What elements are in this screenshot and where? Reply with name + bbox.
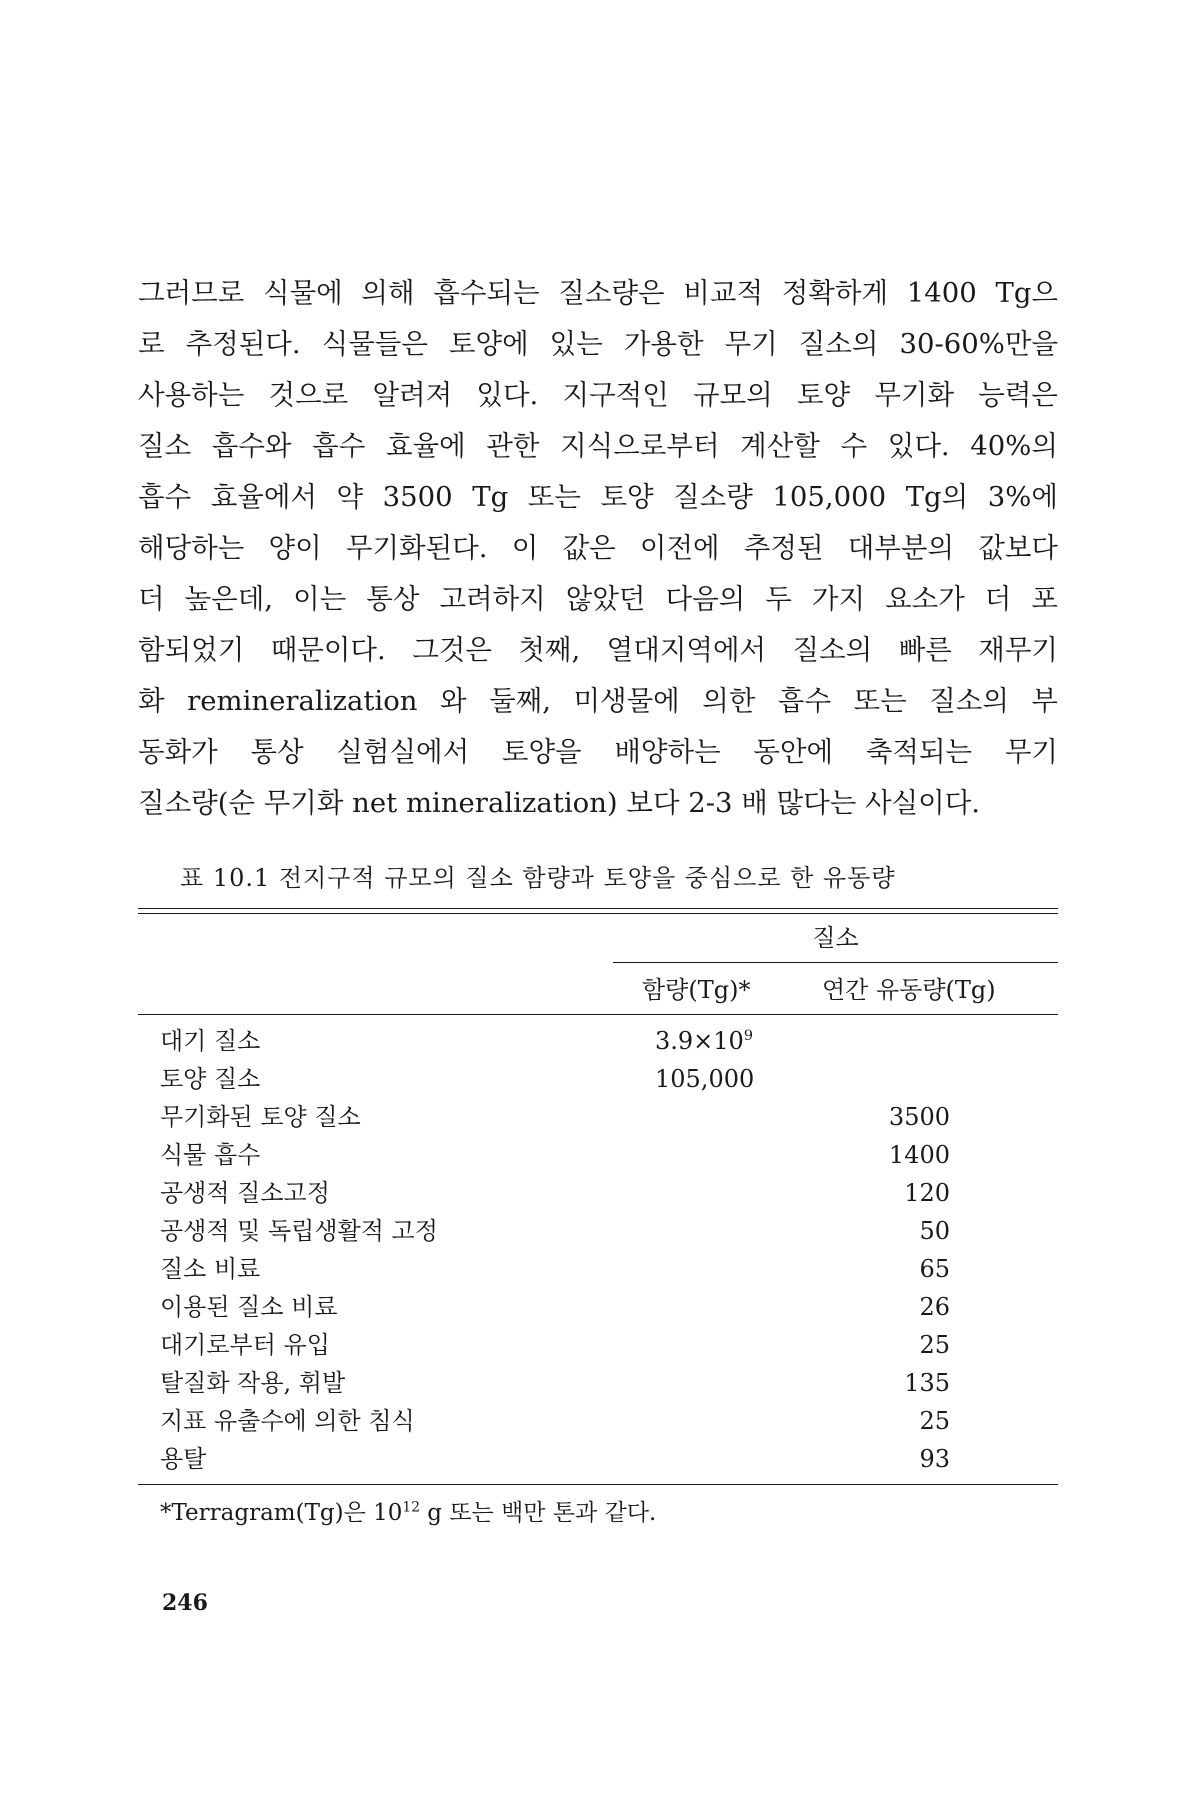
content-column-header: 함량(Tg)* xyxy=(642,976,751,1004)
row-flux-value: 93 xyxy=(919,1445,950,1473)
table-row xyxy=(0,1174,1200,1212)
table-footnote xyxy=(160,1494,656,1527)
row-flux-value: 3500 xyxy=(888,1103,950,1131)
table-row xyxy=(0,1440,1200,1478)
row-label: 공생적 및 독립생활적 고정 xyxy=(160,1217,438,1245)
paragraph-line: 화 remineralization 와 둘째, 미생물에 의한 흡수 또는 질소의 부 xyxy=(138,685,1058,717)
table-caption: 표 10.1 전지구적 규모의 질소 함량과 토양을 중심으로 한 유동량 xyxy=(180,864,896,892)
table-row xyxy=(0,1136,1200,1174)
content-base: 105,000 xyxy=(655,1065,755,1093)
row-label: 무기화된 토양 질소 xyxy=(160,1103,361,1131)
table-row xyxy=(0,1098,1200,1136)
paragraph-line: 질소량(순 무기화 net mineralization) 보다 2-3 배 많다는 사실이다. xyxy=(138,787,981,819)
row-label: 대기로부터 유입 xyxy=(160,1331,330,1359)
row-label: 지표 유출수에 의한 침식 xyxy=(160,1407,415,1435)
row-flux-value: 135 xyxy=(904,1369,950,1397)
row-flux-value: 1400 xyxy=(888,1141,950,1169)
table-row xyxy=(0,1022,1200,1060)
row-flux-value: 120 xyxy=(904,1179,950,1207)
footnote-prefix: *Terragram(Tg)은 10 xyxy=(160,1500,403,1526)
row-flux-value: 25 xyxy=(919,1407,950,1435)
table-row xyxy=(0,1250,1200,1288)
paragraph-line: 해당하는 양이 무기화된다. 이 값은 이전에 추정된 대부분의 값보다 xyxy=(138,532,1058,564)
paragraph-line: 더 높은데, 이는 통상 고려하지 않았던 다음의 두 가지 요소가 더 포 xyxy=(138,583,1058,615)
table-row xyxy=(0,1364,1200,1402)
table-row xyxy=(0,1288,1200,1326)
row-label: 질소 비료 xyxy=(160,1255,261,1283)
row-label: 용탈 xyxy=(160,1445,207,1473)
row-flux-value: 25 xyxy=(919,1331,950,1359)
row-flux-value: 50 xyxy=(919,1217,950,1245)
row-flux-value: 26 xyxy=(919,1293,950,1321)
paragraph-line: 질소 흡수와 흡수 효율에 관한 지식으로부터 계산할 수 있다. 40%의 xyxy=(138,430,1058,462)
paragraph-line: 흡수 효율에서 약 3500 Tg 또는 토양 질소량 105,000 Tg의 3%에 xyxy=(138,481,1058,513)
paragraph-line: 로 추정된다. 식물들은 토양에 있는 가용한 무기 질소의 30-60%만을 xyxy=(138,328,1058,360)
row-label: 탈질화 작용, 휘발 xyxy=(160,1369,346,1397)
row-label: 토양 질소 xyxy=(160,1065,261,1093)
row-label: 공생적 질소고정 xyxy=(160,1179,330,1207)
table-bottom-rule xyxy=(138,1484,1058,1485)
column-group-header: 질소 xyxy=(812,924,859,952)
table-row xyxy=(0,1060,1200,1098)
row-flux-value: 65 xyxy=(919,1255,950,1283)
paragraph-line: 동화가 통상 실험실에서 토양을 배양하는 동안에 축적되는 무기 xyxy=(138,736,1058,768)
row-content-value xyxy=(655,1060,754,1098)
row-label: 대기 질소 xyxy=(160,1027,261,1055)
row-label: 식물 흡수 xyxy=(160,1141,261,1169)
header-bottom-rule xyxy=(138,1014,1058,1015)
content-base: 3.9×10 xyxy=(655,1027,744,1055)
paragraph-line: 그러므로 식물에 의해 흡수되는 질소량은 비교적 정확하게 1400 Tg으 xyxy=(138,277,1058,309)
table-row xyxy=(0,1212,1200,1250)
group-header-underline xyxy=(613,962,1058,963)
table-row xyxy=(0,1326,1200,1364)
paragraph-line: 사용하는 것으로 알려져 있다. 지구적인 규모의 토양 무기화 능력은 xyxy=(138,379,1058,411)
footnote-suffix: g 또는 백만 톤과 같다. xyxy=(419,1500,657,1526)
row-content-value xyxy=(655,1022,753,1060)
table-top-double-rule xyxy=(138,908,1058,914)
flux-column-header: 연간 유동량(Tg) xyxy=(822,976,996,1004)
paragraph-line: 함되었기 때문이다. 그것은 첫째, 열대지역에서 질소의 빠른 재무기 xyxy=(138,634,1058,666)
table-row xyxy=(0,1402,1200,1440)
footnote-exponent: 12 xyxy=(402,1499,420,1516)
content-exponent: 9 xyxy=(743,1028,753,1044)
row-label: 이용된 질소 비료 xyxy=(160,1293,338,1321)
page-number: 246 xyxy=(162,1590,208,1616)
body-paragraph xyxy=(138,268,1058,829)
